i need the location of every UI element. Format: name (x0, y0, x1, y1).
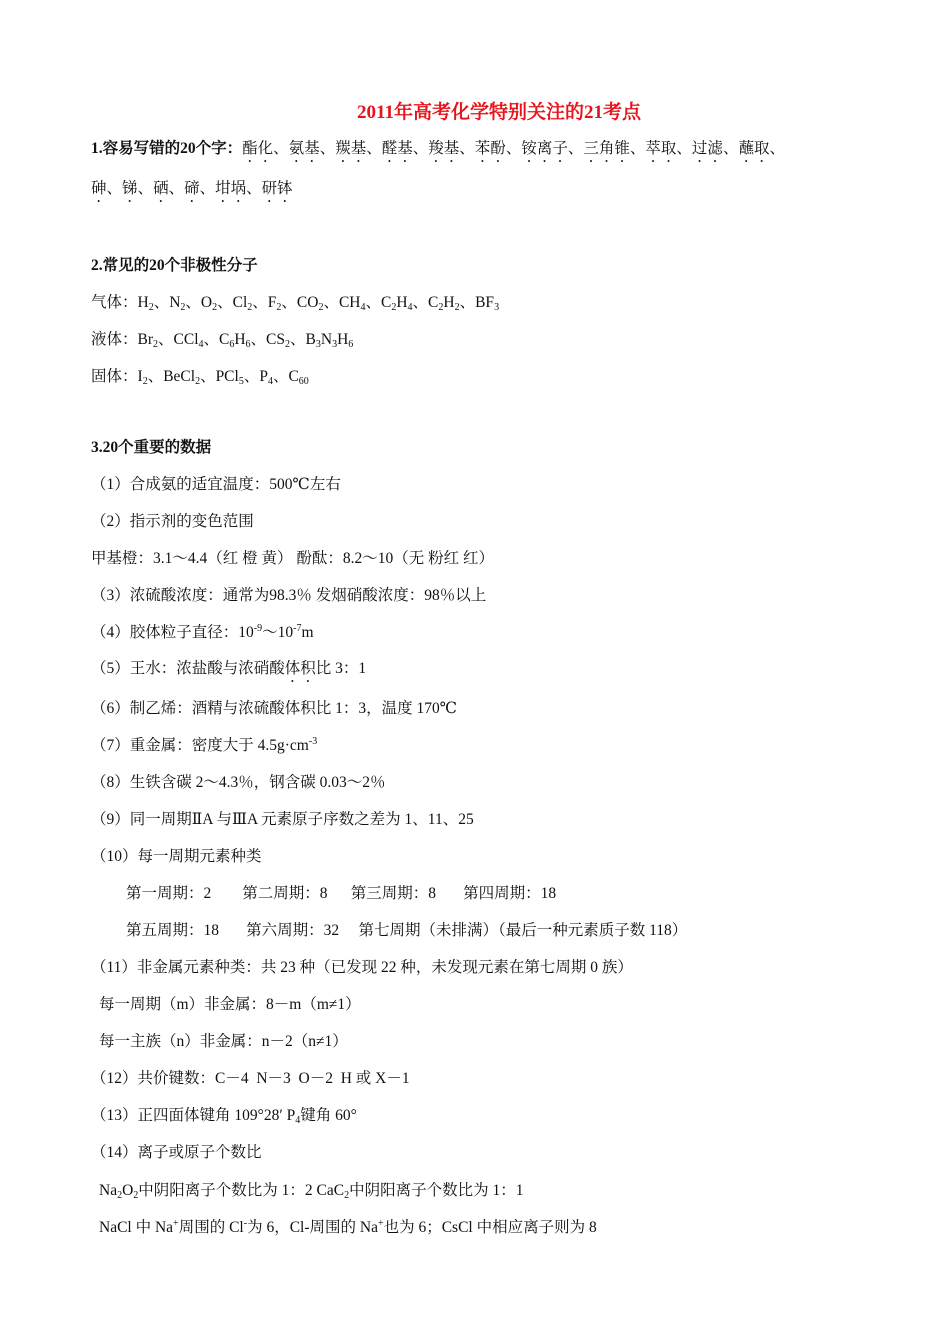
superscript: + (377, 1218, 384, 1229)
data-item-10: （10）每一周期元素种类 (91, 848, 262, 865)
separator: 、 (319, 140, 336, 157)
separator: 、 (106, 180, 123, 197)
separator: 、 (722, 140, 739, 157)
section-1-heading: 1.容易写错的20个字： (91, 140, 243, 157)
ion-ratio-line-1 (99, 1178, 523, 1200)
subscript: 2 (344, 1190, 350, 1201)
text: 键角 60° (300, 1107, 357, 1124)
data-item-3: （3）浓硫酸浓度：通常为98.3％ 发烟硝酸浓度：98％以上 (91, 587, 487, 604)
word: 酯化 (242, 140, 274, 157)
data-item-11: （11）非金属元素种类：共 23 种（已发现 22 种，未发现元素在第七周期 0 族） (91, 959, 633, 976)
indicator-ranges: 甲基橙：3.1～4.4（红 橙 黄） 酚酞：8.2～10（无 粉红 红） (91, 550, 495, 567)
data-item-9: （9）同一周期ⅡA 与ⅢA 元素原子序数之差为 1、11、25 (91, 811, 474, 828)
ion-ratio-line-2 (99, 1215, 597, 1237)
solid-molecules: 固体：$I_2$、BeCl$_2$、PCl$_5$、$P_4$、$C_{60}$ (91, 368, 309, 387)
word: 坩埚 (215, 180, 247, 197)
word: 过滤 (691, 140, 723, 157)
separator: 、 (676, 140, 692, 157)
periods-row-2: 第五周期：18 第六周期：32 第七周期（未排满）（最后一种元素质子数 118） (126, 922, 688, 939)
separator: 、 (246, 180, 262, 197)
separator: 、 (459, 140, 475, 157)
data-item-1: （1）合成氨的适宜温度：500℃左右 (91, 476, 341, 493)
nonmetal-per-group: 每一主族（n）非金属：n－2（n≠1） (99, 1033, 348, 1050)
word: 锑 (122, 180, 138, 197)
word: 研钵 (261, 180, 293, 197)
word: 羧基 (428, 140, 460, 157)
word: 碲 (184, 180, 200, 197)
nonmetal-per-period: 每一周期（m）非金属：8－m（m≠1） (99, 996, 361, 1013)
word: 苯酚 (474, 140, 506, 157)
text: （7）重金属：密度大于 4.5g·cm (91, 737, 309, 754)
separator: 、 (769, 140, 785, 157)
subscript: 4 (295, 1115, 301, 1126)
text: 为 6，Cl-周围的 Na (247, 1219, 378, 1236)
text: 中阴阳离子个数比为 1：1 (349, 1182, 524, 1199)
text: （4）胶体粒子直径：10 (91, 624, 254, 641)
separator: 、 (629, 140, 646, 157)
data-item-7 (91, 733, 317, 755)
exponent: -3 (308, 736, 318, 747)
solid-label: 固体： (91, 368, 138, 385)
data-item-2: （2）指示剂的变色范围 (91, 513, 254, 530)
superscript: + (173, 1218, 179, 1229)
separator: 、 (137, 180, 154, 197)
word: 萃取 (645, 140, 677, 157)
section-1-line-2 (91, 176, 293, 206)
word: 醛基 (381, 140, 413, 157)
section-2-heading: 2.常见的20个非极性分子 (91, 257, 258, 274)
data-item-14: （14）离子或原子个数比 (91, 1144, 262, 1161)
word: 羰基 (335, 140, 367, 157)
separator: 、 (168, 180, 185, 197)
text: ～10 (262, 624, 294, 641)
text: 也为 6；CsCl 中相应离子则为 8 (383, 1219, 597, 1236)
text: 中阴阳离子个数比为 1：2 CaC (138, 1182, 345, 1199)
superscript: - (243, 1218, 248, 1229)
text: O (122, 1182, 134, 1199)
data-item-4 (91, 620, 314, 642)
separator: 、 (199, 180, 216, 197)
word: 硒 (153, 180, 169, 197)
separator: 、 (273, 140, 289, 157)
periods-row-1: 第一周期：2 第二周期：8 第三周期：8 第四周期：18 (126, 885, 557, 902)
hard-words-line-1 (242, 140, 785, 157)
word: 三角锥 (583, 140, 630, 157)
separator: 、 (412, 140, 429, 157)
text: m (301, 624, 314, 641)
emphasized-text: 体积 (284, 660, 316, 677)
text: （5）王水：浓盐酸与浓硝酸 (91, 660, 285, 677)
exponent: -7 (293, 623, 302, 634)
data-item-8: （8）生铁含碳 2～4.3％，钢含碳 0.03～2％ (91, 774, 386, 791)
word: 蘸取 (738, 140, 770, 157)
subscript: 2 (117, 1190, 123, 1201)
separator: 、 (366, 140, 382, 157)
word: 砷 (91, 180, 107, 197)
exponent: -9 (253, 623, 263, 634)
text: 比 3：1 (315, 660, 367, 677)
section-3-heading: 3.20个重要的数据 (91, 439, 212, 456)
data-item-12: （12）共价键数：C－4 N－3 O－2 H 或 X－1 (91, 1070, 410, 1087)
data-item-6: （6）制乙烯：酒精与浓硫酸体积比 1：3，温度 170℃ (91, 700, 458, 717)
word: 铵离子 (521, 140, 568, 157)
section-1-line-1 (91, 136, 785, 166)
subscript: 2 (133, 1190, 139, 1201)
separator: 、 (505, 140, 522, 157)
text: NaCl 中 Na (99, 1219, 174, 1236)
liquid-label: 液体： (91, 331, 138, 348)
gas-label: 气体： (91, 294, 138, 311)
word: 氨基 (288, 140, 320, 157)
text: Na (99, 1182, 118, 1199)
data-item-13 (91, 1103, 357, 1125)
separator: 、 (567, 140, 584, 157)
liquid-molecules: 液体：$Br_2$、CCl$_4$、$C_6H_6$、$CS_2$、$B_3N_3H_6$ (91, 331, 354, 350)
document-title: 2011年高考化学特别关注的21考点 (357, 102, 641, 123)
gas-molecules: 气体：$H_2$、$N_2$、$O_2$、$Cl_2$、$F_2$、$CO_2$、$CH_4$、$C_2H_4$、$C_2H_2$、$BF_3$ (91, 294, 500, 313)
text: （13）正四面体键角 109°28′ P (91, 1107, 296, 1124)
text: 周围的 Cl (178, 1219, 244, 1236)
data-item-5 (91, 656, 366, 686)
